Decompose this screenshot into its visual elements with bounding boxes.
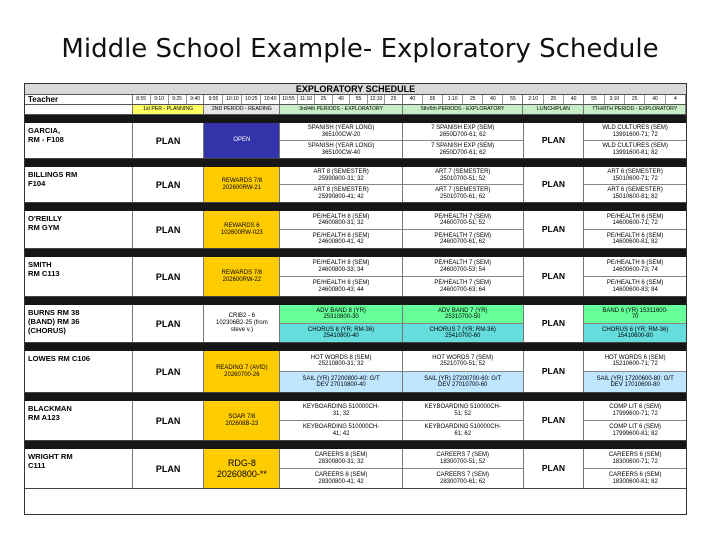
class-entry: SPANISH (YEAR LONG) 365100CW-20 xyxy=(280,123,402,141)
class-entry: PE/HEALTH 8 (SEM) 24600800-33; 34 xyxy=(280,257,402,277)
exploratory-cell-p7 xyxy=(584,257,686,296)
reading-period-cell: CRIB2 - 6 102306B2-25 (from steve v.) xyxy=(204,305,280,342)
time-tick: 1:10 xyxy=(443,95,463,104)
times-p1 xyxy=(133,95,205,104)
class-entry: SAIL (YR) 27200800-40: G/T DEV 27010800-40 xyxy=(280,372,402,392)
table-row xyxy=(25,167,686,203)
class-entry: ART 6 (SEMESTER) 15010600-81; 82 xyxy=(584,185,686,202)
period-header-1: 1st PER - PLANNING xyxy=(133,105,205,114)
time-tick: 9:40 xyxy=(190,96,200,102)
class-entry: PE/HEALTH 6 (SEM) 14600600-83; 84 xyxy=(584,277,686,296)
plan-cell: PLAN xyxy=(133,211,205,248)
teacher-cell: GARCIA, RM - F108 xyxy=(25,123,133,158)
time-tick: 2:10 xyxy=(523,95,543,104)
time-tick: 10:25 xyxy=(242,95,261,104)
period-header-2: 2ND PERIOD - READING xyxy=(204,105,280,114)
exploratory-cell-p3 xyxy=(280,401,403,440)
exploratory-cell-p7 xyxy=(584,351,686,392)
table-row xyxy=(25,257,686,297)
class-entry: PE/HEALTH 8 (SEM) 24600800-43; 44 xyxy=(280,277,402,296)
schedule-title: EXPLORATORY SCHEDULE xyxy=(25,84,686,95)
time-tick: 40 xyxy=(333,95,351,104)
exploratory-cell-p5 xyxy=(403,211,524,248)
exploratory-cell-p7 xyxy=(584,401,686,440)
reading-period-cell: SOAR 7/8 202608B-23 xyxy=(204,401,280,440)
class-entry: ART 7 (SEMESTER) 25010700-61; 62 xyxy=(403,185,523,202)
exploratory-cell-p7 xyxy=(584,167,686,202)
exploratory-cell-p5 xyxy=(403,123,524,158)
class-entry: PE/HEALTH 6 (SEM) 14600600-81, 82 xyxy=(584,230,686,248)
exploratory-cell-p7 xyxy=(584,123,686,158)
teacher-cell: BLACKMAN RM A123 xyxy=(25,401,133,440)
class-entry: PE/HEALTH 7 (SEM) 24600700-63; 64 xyxy=(403,277,523,296)
teacher-cell: BILLINGS RM F104 xyxy=(25,167,133,202)
class-entry: CHORUS 8 (YR; RM-36) 25410800-40 xyxy=(280,324,402,342)
table-row xyxy=(25,449,686,489)
header-periods-row xyxy=(25,105,686,115)
time-tick: 55 xyxy=(584,95,604,104)
time-tick: 10:10 xyxy=(223,95,242,104)
exploratory-cell-p7 xyxy=(584,211,686,248)
class-entry: CAREERS 8 (SEM) 28300800-31; 32 xyxy=(280,449,402,469)
plan-cell: PLAN xyxy=(133,351,205,392)
time-tick: 12:10 xyxy=(368,95,386,104)
reading-period-cell: REWARDS 7/8 202600RW-22 xyxy=(204,257,280,296)
exploratory-cell-p5 xyxy=(403,257,524,296)
row-separator xyxy=(25,441,686,449)
lunch-plan-entry: PLAN xyxy=(541,318,565,329)
header-times-row xyxy=(25,95,686,105)
time-tick: 25 xyxy=(625,95,645,104)
reading-period-cell: RDG-8 20260800-** xyxy=(204,449,280,488)
plan-cell: PLAN xyxy=(133,123,205,158)
table-row xyxy=(25,401,686,441)
class-entry: SAIL (YR) 27200700-60: G/T DEV 27010700-60 xyxy=(403,372,523,392)
class-entry: CHORUS 7 (YR; RM-36) 25410700-60 xyxy=(403,324,523,342)
exploratory-cell-p3 xyxy=(280,305,403,342)
class-entry: SPANISH (YEAR LONG) 365100CW-40 xyxy=(280,141,402,158)
time-tick: 9:10 xyxy=(151,95,169,104)
reading-period-cell: REWARDS 7/8 202600RW-21 xyxy=(204,167,280,202)
lunch-plan-cell xyxy=(524,351,585,392)
class-entry: KEYBOARDING 510000CH- 51; 52 xyxy=(403,401,523,421)
time-tick: 40 xyxy=(645,95,665,104)
row-separator xyxy=(25,203,686,211)
time-tick: 9:55 xyxy=(204,95,223,104)
class-entry: ADV BAND 8 (YR) 25310800-30 xyxy=(280,305,402,324)
times-p7 xyxy=(584,95,686,104)
class-entry: PE/HEALTH 8 (SEM) 24600800-31; 32 xyxy=(280,211,402,230)
time-tick: 40 xyxy=(483,95,503,104)
time-tick: 55 xyxy=(350,95,368,104)
lunch-plan-cell xyxy=(524,123,585,158)
class-entry: KEYBOARDING 510000CH- 41; 42 xyxy=(280,421,402,440)
time-tick: 40 xyxy=(403,95,423,104)
class-entry: CAREERS 6 (SEM) 18300600-81; 82 xyxy=(584,469,686,488)
exploratory-cell-p5 xyxy=(403,305,524,342)
class-entry: PE/HEALTH 7 (SEM) 24600700-51; 52 xyxy=(403,211,523,230)
class-entry: WLD CULTURES (SEM) 13991600-81; 82 xyxy=(584,141,686,158)
exploratory-cell-p5 xyxy=(403,351,524,392)
plan-cell: PLAN xyxy=(133,257,205,296)
class-entry: HOT WORDS 8 (SEM) 25210800-31; 32 xyxy=(280,351,402,372)
reading-period-cell: READING 7 (AVID) 20260700-26 xyxy=(204,351,280,392)
reading-period-cell: REWARDS 6 102600RW-023 xyxy=(204,211,280,248)
time-tick: 25 xyxy=(463,95,483,104)
time-tick: 10:55 xyxy=(280,95,298,104)
class-entry: COMP LIT 6 (SEM) 17999600-81; 82 xyxy=(584,421,686,440)
teacher-cell: SMITH RM C113 xyxy=(25,257,133,296)
exploratory-cell-p3 xyxy=(280,351,403,392)
table-row xyxy=(25,351,686,393)
class-entry: PE/HEALTH 8 (SEM) 24600800-41, 42 xyxy=(280,230,402,248)
teacher-cell: WRIGHT RM C111 xyxy=(25,449,133,488)
time-tick: 55 xyxy=(423,95,443,104)
lunch-plan-entry: PLAN xyxy=(541,271,565,282)
lunch-plan-cell xyxy=(524,167,585,202)
exploratory-cell-p7 xyxy=(584,305,686,342)
class-entry: PE/HEALTH 6 (SEM) 14600600-73; 74 xyxy=(584,257,686,277)
row-separator xyxy=(25,115,686,123)
time-tick: 40 xyxy=(570,96,577,102)
exploratory-cell-p5 xyxy=(403,449,524,488)
exploratory-cell-p5 xyxy=(403,167,524,202)
exploratory-cell-p3 xyxy=(280,167,403,202)
class-entry: 7 SPANISH EXP (SEM) 2650D700-61; 62 xyxy=(403,141,523,158)
class-entry: PE/HEALTH 7 (SEM) 24600700-61, 62 xyxy=(403,230,523,248)
lunch-plan-entry: PLAN xyxy=(541,224,565,235)
class-entry: ART 8 (SEMESTER) 25990800-41; 42 xyxy=(280,185,402,202)
time-tick: 9:25 xyxy=(169,95,187,104)
row-separator xyxy=(25,297,686,305)
teacher-cell: O'REILLY RM GYM xyxy=(25,211,133,248)
lunch-plan-cell xyxy=(524,449,585,488)
class-entry: HOT WORDS 7 (SEM) 25210700-51; 52 xyxy=(403,351,523,372)
lunch-plan-entry: PLAN xyxy=(541,415,565,426)
class-entry: CHORUS 6 (YR; RM-36) 15410600-80 xyxy=(584,324,686,342)
table-row xyxy=(25,305,686,343)
class-entry: HOT WORDS 6 (SEM) 15210600-71; 72 xyxy=(584,351,686,372)
time-tick: 10:40 xyxy=(263,96,277,102)
exploratory-cell-p3 xyxy=(280,449,403,488)
class-entry: 7 SPANISH EXP (SEM) 2650D700-61; 62 xyxy=(403,123,523,141)
schedule-body xyxy=(25,115,686,489)
class-entry: WLD CULTURES (SEM) 13991600-71; 72 xyxy=(584,123,686,141)
class-entry: ADV BAND 7 (YR) 25310700-50 xyxy=(403,305,523,324)
time-tick: 11:10 xyxy=(298,95,316,104)
reading-period-cell: OPEN xyxy=(204,123,280,158)
slide-title: Middle School Example- Exploratory Schedule xyxy=(61,34,659,64)
lunch-plan-entry: PLAN xyxy=(541,366,565,377)
class-entry: PE/HEALTH 6 (SEM) 14600600-71; 72 xyxy=(584,211,686,230)
lunch-plan-cell xyxy=(524,401,585,440)
class-entry: BAND 6 (YR) 15311600- 70 xyxy=(584,305,686,324)
time-tick: 25 xyxy=(544,95,564,104)
class-entry: ART 6 (SEMESTER) 15010600-71; 72 xyxy=(584,167,686,185)
row-separator xyxy=(25,159,686,167)
time-tick: 4 xyxy=(673,96,677,102)
period-header-5-6: 5th/6th PERIODS - EXPLORATORY xyxy=(403,105,524,114)
time-tick: 55 xyxy=(510,96,516,102)
class-entry: KEYBOARDING 510000CH- 61; 62 xyxy=(403,421,523,440)
period-header-lunch: LUNCH/PLAN xyxy=(523,105,584,114)
lunch-plan-cell xyxy=(524,305,585,342)
time-tick: 8:55 xyxy=(133,95,151,104)
plan-cell: PLAN xyxy=(133,305,205,342)
times-p5 xyxy=(403,95,524,104)
plan-cell: PLAN xyxy=(133,449,205,488)
table-row xyxy=(25,123,686,159)
lunch-plan-cell xyxy=(524,211,585,248)
teacher-period-blank xyxy=(25,105,133,114)
class-entry: KEYBOARDING 510000CH- 31; 32 xyxy=(280,401,402,421)
table-row xyxy=(25,211,686,249)
times-p2 xyxy=(204,95,280,104)
time-tick: 3:10 xyxy=(605,95,625,104)
period-header-7-8: 7TH/8TH PERIOD - EXPLORATORY xyxy=(584,105,686,114)
teacher-column-header: Teacher xyxy=(25,95,133,104)
exploratory-cell-p7 xyxy=(584,449,686,488)
teacher-cell: LOWES RM C106 xyxy=(25,351,133,392)
plan-cell: PLAN xyxy=(133,401,205,440)
class-entry: CAREERS 7 (SEM) 18300700-51; 52 xyxy=(403,449,523,469)
row-separator xyxy=(25,393,686,401)
lunch-plan-entry: PLAN xyxy=(541,179,565,190)
exploratory-cell-p5 xyxy=(403,401,524,440)
row-separator xyxy=(25,249,686,257)
teacher-cell: BURNS RM 38 (BAND) RM 36 (CHORUS) xyxy=(25,305,133,342)
class-entry: CAREERS 8 (SEM) 28300800-41; 42 xyxy=(280,469,402,488)
times-lunch xyxy=(523,95,584,104)
exploratory-schedule-table xyxy=(24,83,687,515)
class-entry: PE/HEALTH 7 (SEM) 24600700-53; 54 xyxy=(403,257,523,277)
class-entry: SAIL (YR) 17200600-80: G/T DEV 17010600-80 xyxy=(584,372,686,392)
time-tick: 25 xyxy=(390,96,397,102)
row-separator xyxy=(25,343,686,351)
lunch-plan-cell xyxy=(524,257,585,296)
plan-cell: PLAN xyxy=(133,167,205,202)
class-entry: ART 8 (SEMESTER) 25990800-31; 32 xyxy=(280,167,402,185)
class-entry: ART 7 (SEMESTER) 25010700-51; 52 xyxy=(403,167,523,185)
exploratory-cell-p3 xyxy=(280,211,403,248)
class-entry: CAREERS 7 (SEM) 28300700-61; 62 xyxy=(403,469,523,488)
period-header-3-4: 3rd/4th PERIODS - EXPLORATORY xyxy=(280,105,403,114)
class-entry: COMP LIT 6 (SEM) 17999600-71; 72 xyxy=(584,401,686,421)
lunch-plan-entry: PLAN xyxy=(541,135,565,146)
lunch-plan-entry: PLAN xyxy=(541,463,565,474)
times-p3 xyxy=(280,95,403,104)
time-tick: 25 xyxy=(315,95,333,104)
exploratory-cell-p3 xyxy=(280,123,403,158)
exploratory-cell-p3 xyxy=(280,257,403,296)
class-entry: CAREERS 6 (SEM) 18300600-71; 72 xyxy=(584,449,686,469)
